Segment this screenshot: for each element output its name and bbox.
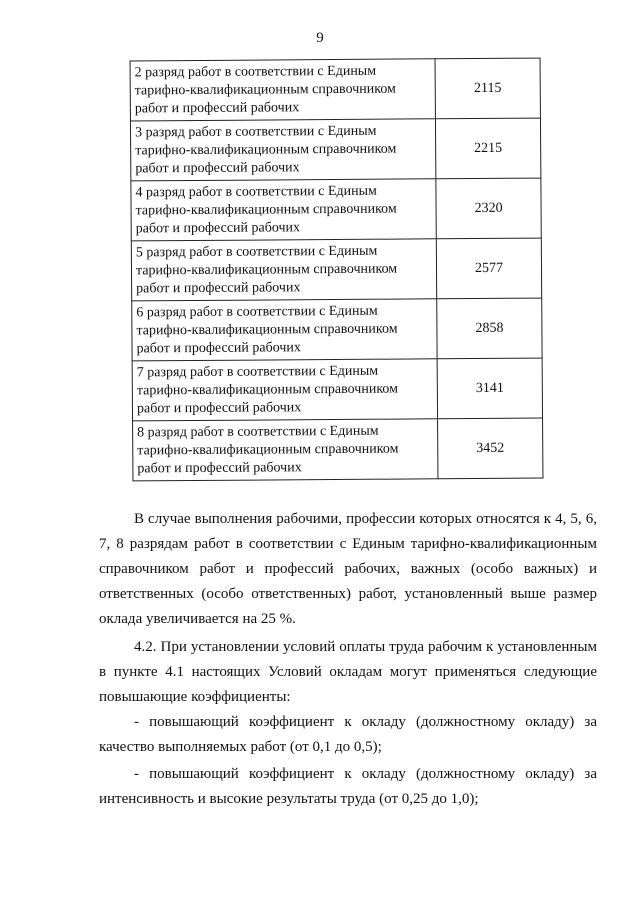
table-row — [133, 418, 543, 481]
grade-description: 2 разряд работ в соответствии с Единым тарифно-квалификационным справочником работ и профессий рабочих — [130, 59, 435, 121]
salary-value: 3141 — [437, 358, 542, 419]
table-row — [131, 238, 541, 301]
salary-value: 2215 — [435, 118, 540, 179]
paragraph-raise-clause: В случае выполнения рабочими, профессии которых относятся к 4, 5, 6, 7, 8 разрядам работ в соответствии с Единым тарифно-квалификационным справочником работ и профессий рабочих, важных (особо важных) и ответственных (особо ответственных) работ, установленный выше размер оклада увеличивается на 25 %. — [99, 511, 597, 627]
table-row — [132, 358, 542, 421]
grade-description: 3 разряд работ в соответствии с Единым тарифно-квалификационным справочником работ и профессий рабочих — [130, 119, 435, 181]
salary-value: 2577 — [436, 238, 541, 299]
salary-value: 2115 — [435, 58, 540, 119]
grade-description: 6 разряд работ в соответствии с Единым тарифно-квалификационным справочником работ и профессий рабочих — [132, 299, 437, 361]
grade-description: 8 разряд работ в соответствии с Единым тарифно-квалификационным справочником работ и профессий рабочих — [133, 419, 438, 481]
table-row — [130, 58, 540, 121]
paragraph-4-2: 4.2. При установлении условий оплаты труда рабочим к установленным в пункте 4.1 настоящих Условий окладам могут применяться следующие повышающие коэффициенты: — [99, 639, 597, 705]
table-row — [132, 298, 542, 361]
list-item-quality-coefficient: - повышающий коэффициент к окладу (должностному окладу) за качество выполняемых работ (от 0,1 до 0,5); — [99, 714, 597, 755]
salary-value: 3452 — [438, 418, 543, 479]
salary-value: 2858 — [437, 298, 542, 359]
grade-salary-table — [130, 58, 544, 482]
page-number: 9 — [316, 30, 324, 46]
grade-description: 7 разряд работ в соответствии с Единым тарифно-квалификационным справочником работ и профессий рабочих — [132, 359, 437, 421]
table-row — [130, 118, 540, 181]
list-item-intensity-coefficient: - повышающий коэффициент к окладу (должностному окладу) за интенсивность и высокие результаты труда (от 0,25 до 1,0); — [99, 766, 597, 807]
salary-value: 2320 — [436, 178, 541, 239]
table-row — [131, 178, 541, 241]
grade-description: 5 разряд работ в соответствии с Единым тарифно-квалификационным справочником работ и профессий рабочих — [131, 239, 436, 301]
grade-description: 4 разряд работ в соответствии с Единым тарифно-квалификационным справочником работ и профессий рабочих — [131, 179, 436, 241]
